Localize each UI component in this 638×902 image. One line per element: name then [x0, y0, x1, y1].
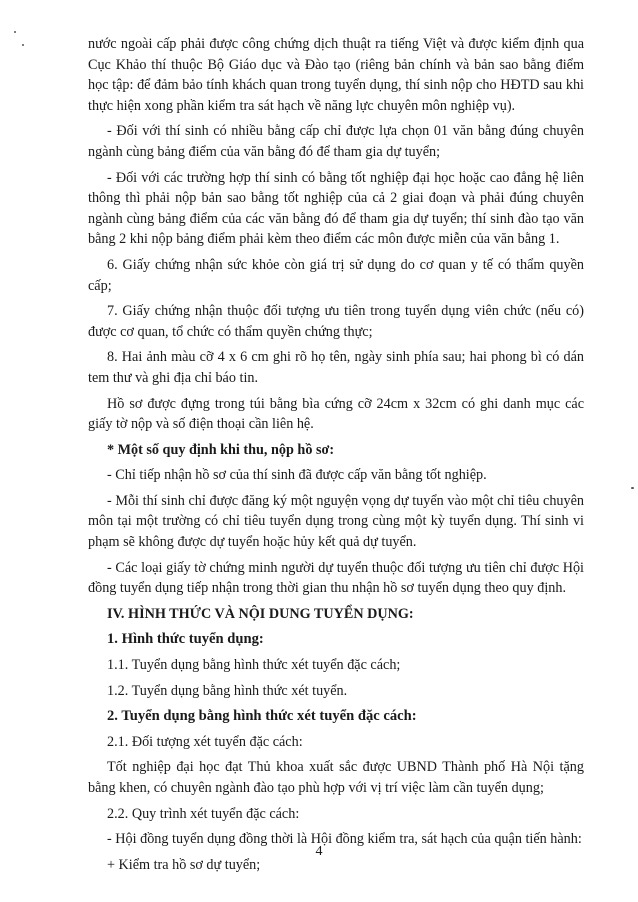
paragraph-multiple-degrees: - Đối với thí sinh có nhiều bằng cấp chỉ được lựa chọn 01 văn bằng đúng chuyên ngành cùng bảng điểm của văn bằng đó để tham gia dự tuyển;: [88, 123, 584, 160]
heading-section-iv: IV. HÌNH THỨC VÀ NỘI DUNG TUYỂN DỤNG:: [107, 605, 414, 622]
rule-graduated-only: - Chỉ tiếp nhận hồ sơ của thí sinh đã được cấp văn bằng tốt nghiệp.: [107, 467, 487, 484]
heading-special-selection: 2. Tuyển dụng bằng hình thức xét tuyển đặc cách:: [107, 708, 417, 725]
item-1-1: 1.1. Tuyển dụng bằng hình thức xét tuyển đặc cách;: [107, 657, 401, 674]
heading-submission-rules: * Một số quy định khi thu, nộp hồ sơ:: [107, 441, 335, 458]
scan-speck: [22, 44, 24, 46]
paragraph-foreign-diploma: nước ngoài cấp phải được công chứng dịch thuật ra tiếng Việt và được kiểm định qua Cục Khảo thí thuộc Bộ Giáo dục và Đào tạo (riêng bản chính và bản sao bằng điểm học tập: để đảm bảo tính khách quan trong tuyển dụng, thí sinh nộp cho HĐTD sau khi thực hiện xong phần kiểm tra sát hạch về năng lực chuyên môn nghiệp vụ).: [88, 36, 584, 114]
paragraph-transfer-degrees: - Đối với các trường hợp thí sinh có bằng tốt nghiệp đại học hoặc cao đẳng hệ liên thông thì phải nộp bản sao bằng tốt nghiệp của cả 2 giai đoạn và phải đúng chuyên ngành cùng bảng điểm của các văn bằng đó để tham gia dự tuyển; thí sinh đào tạo văn bằng 2 khi nộp bảng điểm phải kèm theo điểm các môn được miễn của văn bằng 1.: [88, 169, 584, 248]
paragraph-council: - Hội đồng tuyển dụng đồng thời là Hội đồng kiểm tra, sát hạch của quận tiến hành:: [107, 831, 582, 848]
paragraph-check-dossier: + Kiểm tra hồ sơ dự tuyển;: [107, 856, 261, 873]
heading-recruitment-form: 1. Hình thức tuyển dụng:: [107, 631, 264, 648]
item-6-health-certificate: 6. Giấy chứng nhận sức khỏe còn giá trị sử dụng do cơ quan y tế có thẩm quyền cấp;: [88, 256, 584, 294]
document-body: [88, 34, 584, 875]
rule-one-preference: - Mỗi thí sinh chỉ được đăng ký một nguyện vọng dự tuyển vào một chỉ tiêu chuyên môn tại một trường có chỉ tiêu tuyển dụng trong cùng một kỳ tuyển dụng. Thí sinh vi phạm sẽ không được dự tuyển hoặc hủy kết quả dự tuyển.: [88, 492, 584, 551]
item-7-priority-certificate: 7. Giấy chứng nhận thuộc đối tượng ưu tiên trong tuyển dụng viên chức (nếu có) được cơ quan, tổ chức có thẩm quyền chứng thực;: [88, 303, 584, 340]
item-8-photos-envelopes: 8. Hai ảnh màu cỡ 4 x 6 cm ghi rõ họ tên, ngày sinh phía sau; hai phong bì có dán tem thư và ghi địa chỉ báo tin.: [88, 349, 584, 386]
page-number: 4: [315, 844, 323, 859]
paragraph-dossier-folder: Hồ sơ được đựng trong túi bằng bìa cứng cỡ 24cm x 32cm có ghi danh mục các giấy tờ nộp và số điện thoại cần liên hệ.: [88, 395, 584, 433]
paragraph-eligible-candidates: Tốt nghiệp đại học đạt Thủ khoa xuất sắc được UBND Thành phố Hà Nội tặng bằng khen, có chuyên ngành đào tạo phù hợp với vị trí việc làm cần tuyển dụng;: [88, 759, 584, 796]
item-1-2: 1.2. Tuyển dụng bằng hình thức xét tuyển.: [107, 682, 348, 699]
scan-speck: [631, 487, 634, 489]
rule-priority-documents: - Các loại giấy tờ chứng minh người dự tuyển thuộc đối tượng ưu tiên chỉ được Hội đồng tuyển dụng tiếp nhận trong thời gian thu nhận hồ sơ tuyển dụng theo quy định.: [88, 559, 584, 597]
item-2-1: 2.1. Đối tượng xét tuyển đặc cách:: [107, 733, 303, 750]
scan-speck: [14, 31, 16, 33]
item-2-2: 2.2. Quy trình xét tuyển đặc cách:: [107, 805, 300, 822]
